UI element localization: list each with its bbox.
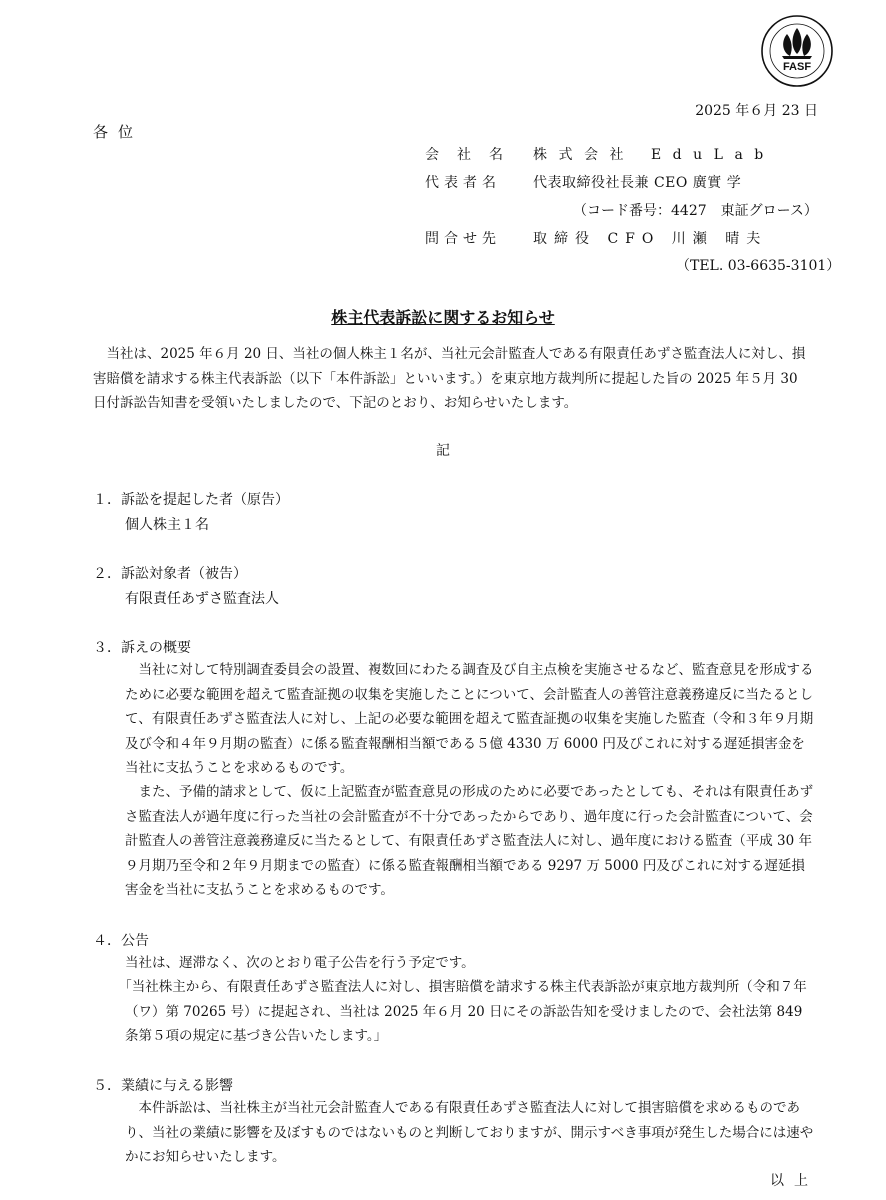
section-1-body: 個人株主１名 [125, 517, 209, 533]
section-1-heading: １．訴訟を提起した者（原告） [93, 492, 289, 508]
section-4-heading: ４．公告 [93, 933, 149, 949]
addressee: 各位 [93, 123, 144, 141]
section-2-heading: ２．訴訟対象者（被告） [93, 566, 247, 582]
section-4-announcement: 「当社株主から、有限責任あずさ監査法人に対し、損害賠償を請求する株主代表訴訟が東京地方裁判所（令和７年（ワ）第 70265 号）に提起され、当社は 2025 年６月 20 日にその訴訟告知を受けましたので、会社法第 849 条第５項の規定に基づき公告いたします。」 [118, 979, 807, 1044]
representative-value: 代表取締役社長兼 CEO 廣實 学 [533, 175, 742, 191]
section-3-heading: ３．訴えの概要 [93, 640, 191, 656]
stock-code: （コード番号：4427 東証グロース） [573, 203, 818, 219]
contact-tel: （TEL. 03-6635-3101） [676, 258, 841, 274]
contact-value: 取締役 CFO 川瀬 晴夫 [533, 231, 768, 247]
company-name-value: 株式会社 EduLab [533, 147, 775, 163]
section-3-paragraph-1: 当社に対して特別調査委員会の設置、複数回にわたる調査及び自主点検を実施させるなど、監査意見を形成するために必要な範囲を超えて監査証拠の収集を実施したことについて、会計監査人の善管注意義務違反に当たるとして、有限責任あずさ監査法人に対し、上記の必要な範囲を超えて監査証拠の収集を実施した監査（令和３年９月期及び令和４年９月期の監査）に係る監査報酬相当額である５億 4330 万 6000 円及びこれに対する遅延損害金を当社に支払うことを求めるものです。 [125, 662, 814, 776]
section-4-line: 当社は、遅滞なく、次のとおり電子公告を行う予定です。 [125, 955, 475, 971]
section-5-heading: ５．業績に与える影響 [93, 1078, 233, 1094]
section-3-paragraph-2: また、予備的請求として、仮に上記監査が監査意見の形成のために必要であったとしても、それは有限責任あずさ監査法人が過年度に行った当社の会計監査が不十分であったからであり、過年度に行った会計監査について、会計監査人の善管注意義務違反に当たるとして、有限責任あずさ監査法人に対し、過年度における監査（平成 30 年９月期乃至令和２年９月期までの監査）に係る監査報酬相当額である 9297 万 5000 円及びこれに対する遅延損害金を当社に支払うことを求めるものです。 [125, 784, 814, 898]
intro-paragraph: 当社は、2025 年６月 20 日、当社の個人株主１名が、当社元会計監査人である有限責任あずさ監査法人に対し、損害賠償を請求する株主代表訴訟（以下「本件訴訟」といいます。）を東京地方裁判所に提起した旨の 2025 年５月 30 日付訴訟告知書を受領いたしましたので、下記のとおり、お知らせいたします。 [93, 346, 806, 411]
contact-label: 問合せ先 [425, 231, 501, 247]
company-name-label: 会社名 [425, 147, 521, 163]
representative-label: 代表者名 [425, 175, 501, 191]
logo-text: FASF [782, 61, 812, 73]
section-5-body: 本件訴訟は、当社株主が当社元会計監査人である有限責任あずさ監査法人に対して損害賠償を求めるものであり、当社の業績に影響を及ぼすものではないものと判断しておりますが、開示すべき事項が発生した場合には速やかにお知らせいたします。 [125, 1100, 814, 1165]
ki-mark: 記 [436, 443, 450, 459]
closing-mark: 以上 [770, 1173, 818, 1189]
document-date: 2025 年６月 23 日 [695, 103, 818, 119]
section-2-body: 有限責任あずさ監査法人 [125, 591, 279, 607]
page-title: 株主代表訴訟に関するお知らせ [331, 308, 555, 327]
fasf-logo [760, 14, 834, 88]
